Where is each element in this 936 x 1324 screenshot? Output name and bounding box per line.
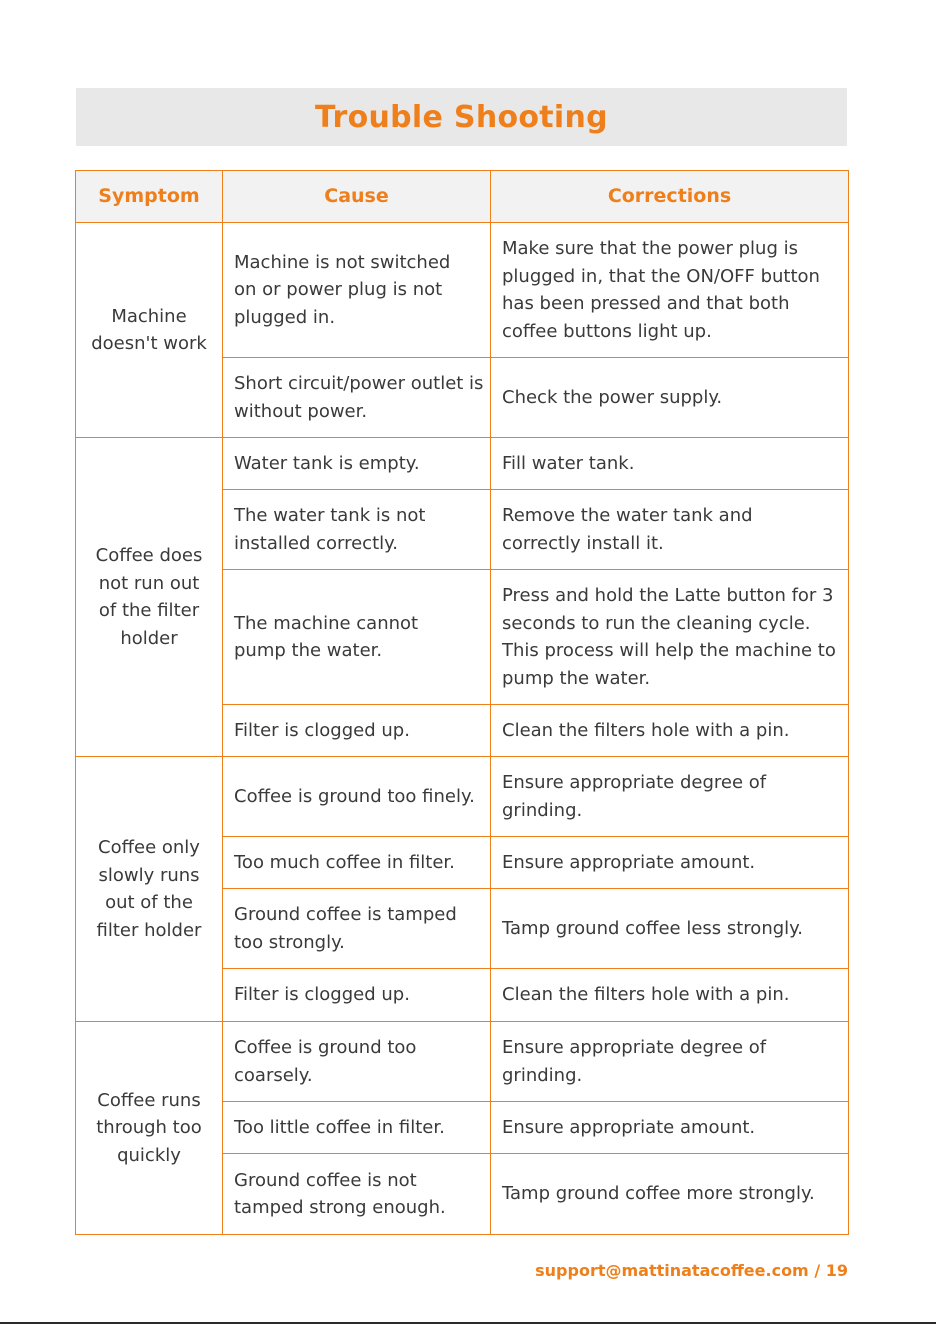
page-number: 19 — [825, 1261, 848, 1280]
cause-cell: The machine cannot pump the water. — [223, 570, 491, 705]
header-symptom: Symptom — [76, 171, 223, 223]
support-email[interactable]: support@mattinatacoffee.com — [535, 1261, 809, 1280]
header-cause: Cause — [223, 171, 491, 223]
cause-cell: The water tank is not installed correctly. — [223, 490, 491, 570]
correction-cell: Tamp ground coffee more strongly. — [491, 1154, 849, 1235]
symptom-cell: Coffee only slowly runs out of the filter holder — [76, 757, 223, 1022]
correction-cell: Press and hold the Latte button for 3 seconds to run the cleaning cycle. This process will help the machine to pump the water. — [491, 570, 849, 705]
correction-cell: Ensure appropriate degree of grinding. — [491, 757, 849, 837]
cause-cell: Water tank is empty. — [223, 438, 491, 490]
correction-cell: Remove the water tank and correctly install it. — [491, 490, 849, 570]
page-title: Trouble Shooting — [315, 99, 608, 135]
correction-cell: Ensure appropriate amount. — [491, 1102, 849, 1154]
footer-separator: / — [814, 1261, 821, 1280]
correction-cell: Tamp ground coffee less strongly. — [491, 889, 849, 969]
correction-cell: Clean the filters hole with a pin. — [491, 705, 849, 757]
symptom-cell: Coffee runs through too quickly — [76, 1022, 223, 1235]
page-footer — [535, 1261, 848, 1280]
correction-cell: Ensure appropriate amount. — [491, 837, 849, 889]
cause-cell: Ground coffee is tamped too strongly. — [223, 889, 491, 969]
cause-cell: Too little coffee in filter. — [223, 1102, 491, 1154]
table-row — [76, 757, 849, 837]
header-corrections: Corrections — [491, 171, 849, 223]
correction-cell: Make sure that the power plug is plugged in, that the ON/OFF button has been pressed and that both coffee buttons light up. — [491, 223, 849, 358]
troubleshooting-table — [75, 170, 849, 1235]
cause-cell: Ground coffee is not tamped strong enough. — [223, 1154, 491, 1235]
table-row — [76, 438, 849, 490]
correction-cell: Clean the filters hole with a pin. — [491, 969, 849, 1022]
correction-cell: Ensure appropriate degree of grinding. — [491, 1022, 849, 1102]
table-row — [76, 223, 849, 358]
symptom-cell: Machine doesn't work — [76, 223, 223, 438]
correction-cell: Fill water tank. — [491, 438, 849, 490]
title-band — [76, 88, 847, 146]
cause-cell: Coffee is ground too coarsely. — [223, 1022, 491, 1102]
symptom-cell: Coffee does not run out of the filter holder — [76, 438, 223, 757]
cause-cell: Filter is clogged up. — [223, 969, 491, 1022]
cause-cell: Filter is clogged up. — [223, 705, 491, 757]
cause-cell: Coffee is ground too finely. — [223, 757, 491, 837]
cause-cell: Short circuit/power outlet is without power. — [223, 358, 491, 438]
table-row — [76, 1022, 849, 1102]
table-header-row — [76, 171, 849, 223]
correction-cell: Check the power supply. — [491, 358, 849, 438]
cause-cell: Machine is not switched on or power plug is not plugged in. — [223, 223, 491, 358]
cause-cell: Too much coffee in filter. — [223, 837, 491, 889]
